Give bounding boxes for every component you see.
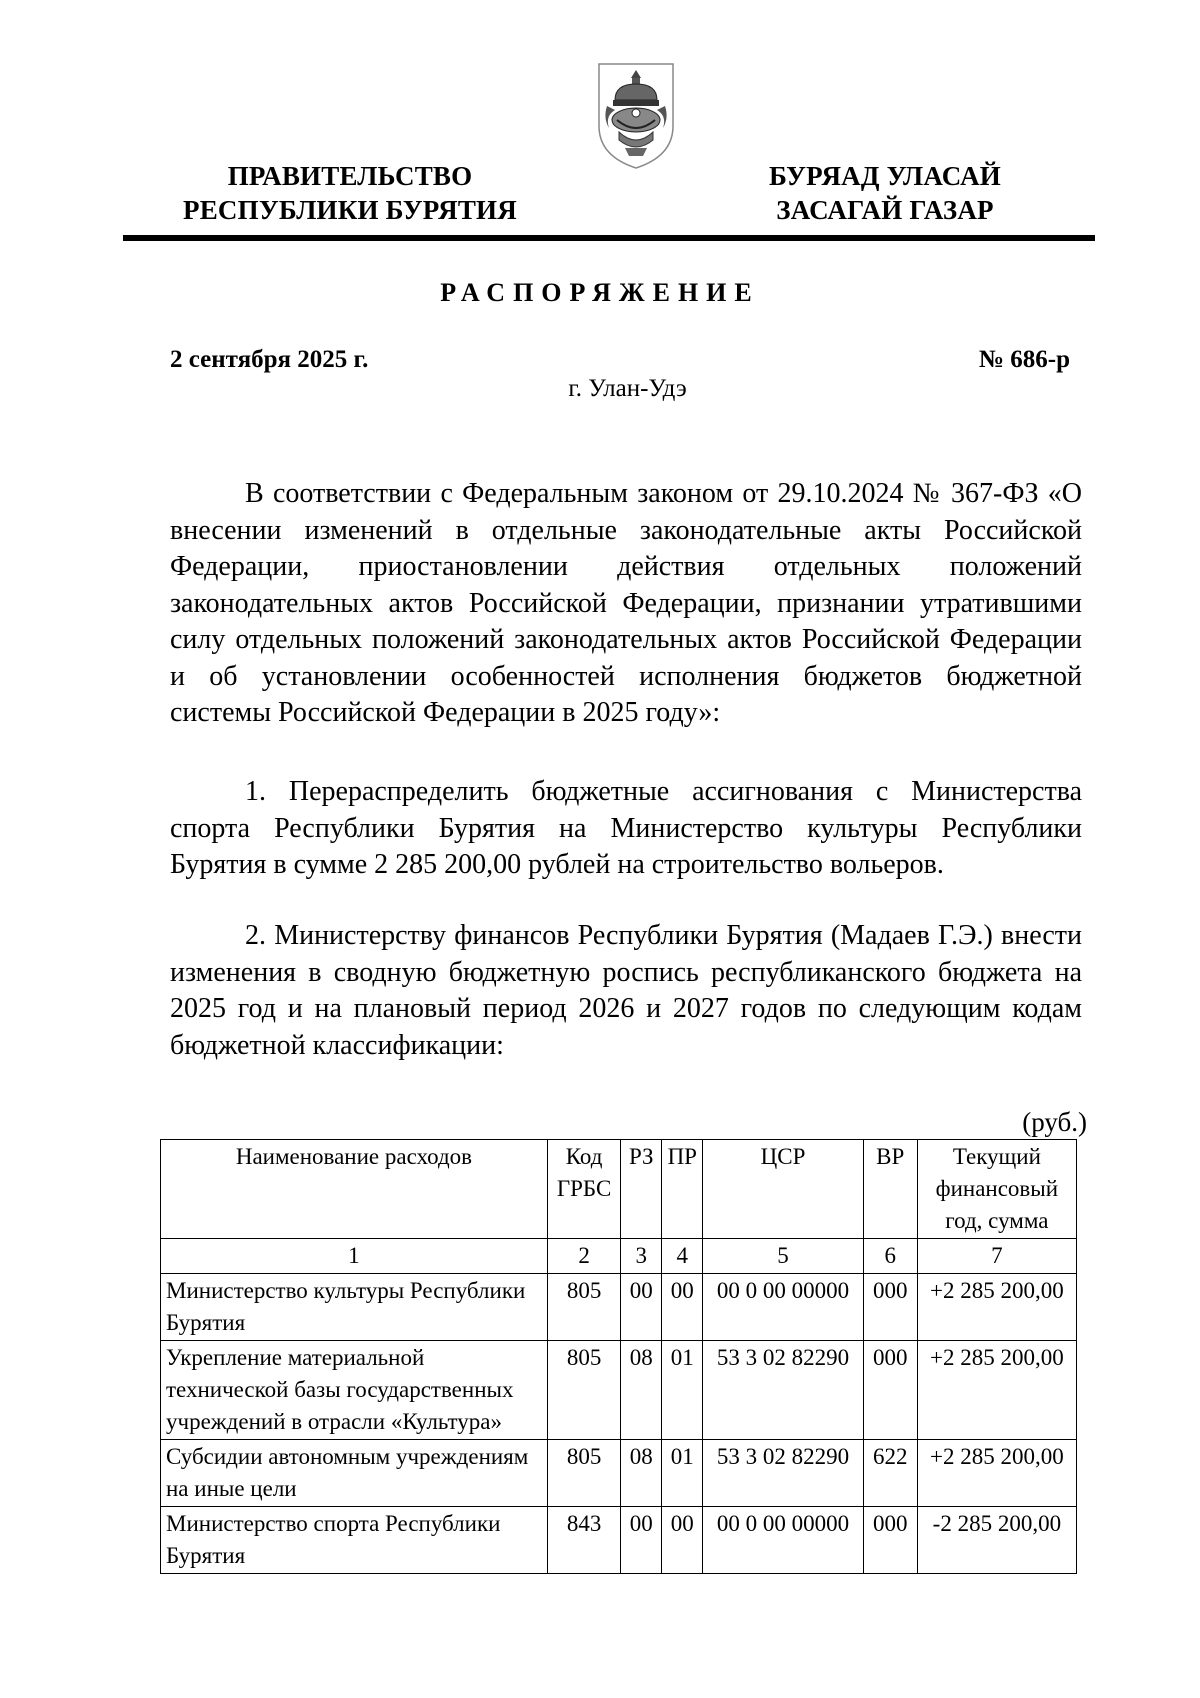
- row-grbs: 805: [547, 1341, 620, 1440]
- index-cell: 3: [621, 1239, 662, 1274]
- row-name: Министерство культуры Республики Бурятия: [161, 1274, 548, 1341]
- paragraph-item-1: 1. Перераспределить бюджетные ассигнования с Министерства спорта Республики Бурятия на Министерство культуры Республики Бурятия в сумме 2 285 200,00 рублей на строительство вольеров.: [170, 776, 1082, 880]
- row-grbs: 843: [547, 1507, 620, 1574]
- row-rz: 08: [621, 1341, 662, 1440]
- header-sum: Текущий финансовый год, сумма: [917, 1140, 1076, 1239]
- row-rz: 08: [621, 1440, 662, 1507]
- row-name: Министерство спорта Республики Бурятия: [161, 1507, 548, 1574]
- row-pr: 01: [662, 1341, 703, 1440]
- table-row: [161, 1274, 1077, 1341]
- table-row: [161, 1341, 1077, 1440]
- index-cell: 2: [547, 1239, 620, 1274]
- header-grbs: Код ГРБС: [547, 1140, 620, 1239]
- row-grbs: 805: [547, 1274, 620, 1341]
- row-grbs: 805: [547, 1440, 620, 1507]
- header-vr: ВР: [863, 1140, 917, 1239]
- row-vr: 000: [863, 1274, 917, 1341]
- row-vr: 622: [863, 1440, 917, 1507]
- row-pr: 00: [662, 1274, 703, 1341]
- index-cell: 7: [917, 1239, 1076, 1274]
- row-csr: 00 0 00 00000: [703, 1274, 863, 1341]
- header-pr: ПР: [662, 1140, 703, 1239]
- header-right-line1: БУРЯАД УЛАСАЙ: [769, 161, 1001, 191]
- index-cell: 5: [703, 1239, 863, 1274]
- document-type-title: РАСПОРЯЖЕНИЕ: [440, 278, 760, 307]
- row-name: Субсидии автономным учреждениям на иные цели: [161, 1440, 548, 1507]
- row-rz: 00: [621, 1507, 662, 1574]
- row-csr: 00 0 00 00000: [703, 1507, 863, 1574]
- table-index-row: [161, 1239, 1077, 1274]
- index-cell: 4: [662, 1239, 703, 1274]
- row-sum: -2 285 200,00: [917, 1507, 1076, 1574]
- budget-table: [160, 1139, 1077, 1574]
- coat-of-arms-emblem: [595, 56, 677, 171]
- row-pr: 00: [662, 1507, 703, 1574]
- row-sum: +2 285 200,00: [917, 1440, 1076, 1507]
- paragraph-intro: В соответствии с Федеральным законом от 29.10.2024 № 367-ФЗ «О внесении изменений в отдельные законодательные акты Российской Федерации, приостановлении действия отдельных положений законодательных актов Российской Федерации, признании утратившими силу отдельных положений законодательных актов Российской Федерации и об установлении особенностей исполнения бюджетов бюджетной системы Российской Федерации в 2025 году»:: [170, 478, 1082, 728]
- index-cell: 1: [161, 1239, 548, 1274]
- row-sum: +2 285 200,00: [917, 1341, 1076, 1440]
- document-date: 2 сентября 2025 г.: [170, 346, 369, 373]
- document-number: № 686-р: [978, 346, 1070, 373]
- table-row: [161, 1440, 1077, 1507]
- header-csr: ЦСР: [703, 1140, 863, 1239]
- row-csr: 53 3 02 82290: [703, 1341, 863, 1440]
- table-row: [161, 1507, 1077, 1574]
- row-csr: 53 3 02 82290: [703, 1440, 863, 1507]
- row-name: Укрепление материальной технической базы государственных учреждений в отрасли «Культура»: [161, 1341, 548, 1440]
- currency-unit: (руб.): [1022, 1107, 1087, 1137]
- header-name: Наименование расходов: [161, 1140, 548, 1239]
- index-cell: 6: [863, 1239, 917, 1274]
- government-name-russian: [150, 159, 550, 227]
- government-name-buryat: [730, 159, 1040, 227]
- header-right-line2: ЗАСАГАЙ ГАЗАР: [776, 195, 994, 225]
- row-rz: 00: [621, 1274, 662, 1341]
- table-header-row: [161, 1140, 1077, 1239]
- row-vr: 000: [863, 1507, 917, 1574]
- header-divider: [123, 235, 1095, 241]
- row-sum: +2 285 200,00: [917, 1274, 1076, 1341]
- row-vr: 000: [863, 1341, 917, 1440]
- paragraph-item-2: 2. Министерству финансов Республики Бурятия (Мадаев Г.Э.) внести изменения в сводную бюджетную роспись республиканского бюджета на 2025 год и на плановый период 2026 и 2027 годов по следующим кодам бюджетной классификации:: [170, 920, 1082, 1061]
- row-pr: 01: [662, 1440, 703, 1507]
- document-city: г. Улан-Удэ: [568, 375, 687, 402]
- header-rz: РЗ: [621, 1140, 662, 1239]
- header-left-line2: РЕСПУБЛИКИ БУРЯТИЯ: [183, 195, 517, 225]
- header-left-line1: ПРАВИТЕЛЬСТВО: [227, 161, 473, 191]
